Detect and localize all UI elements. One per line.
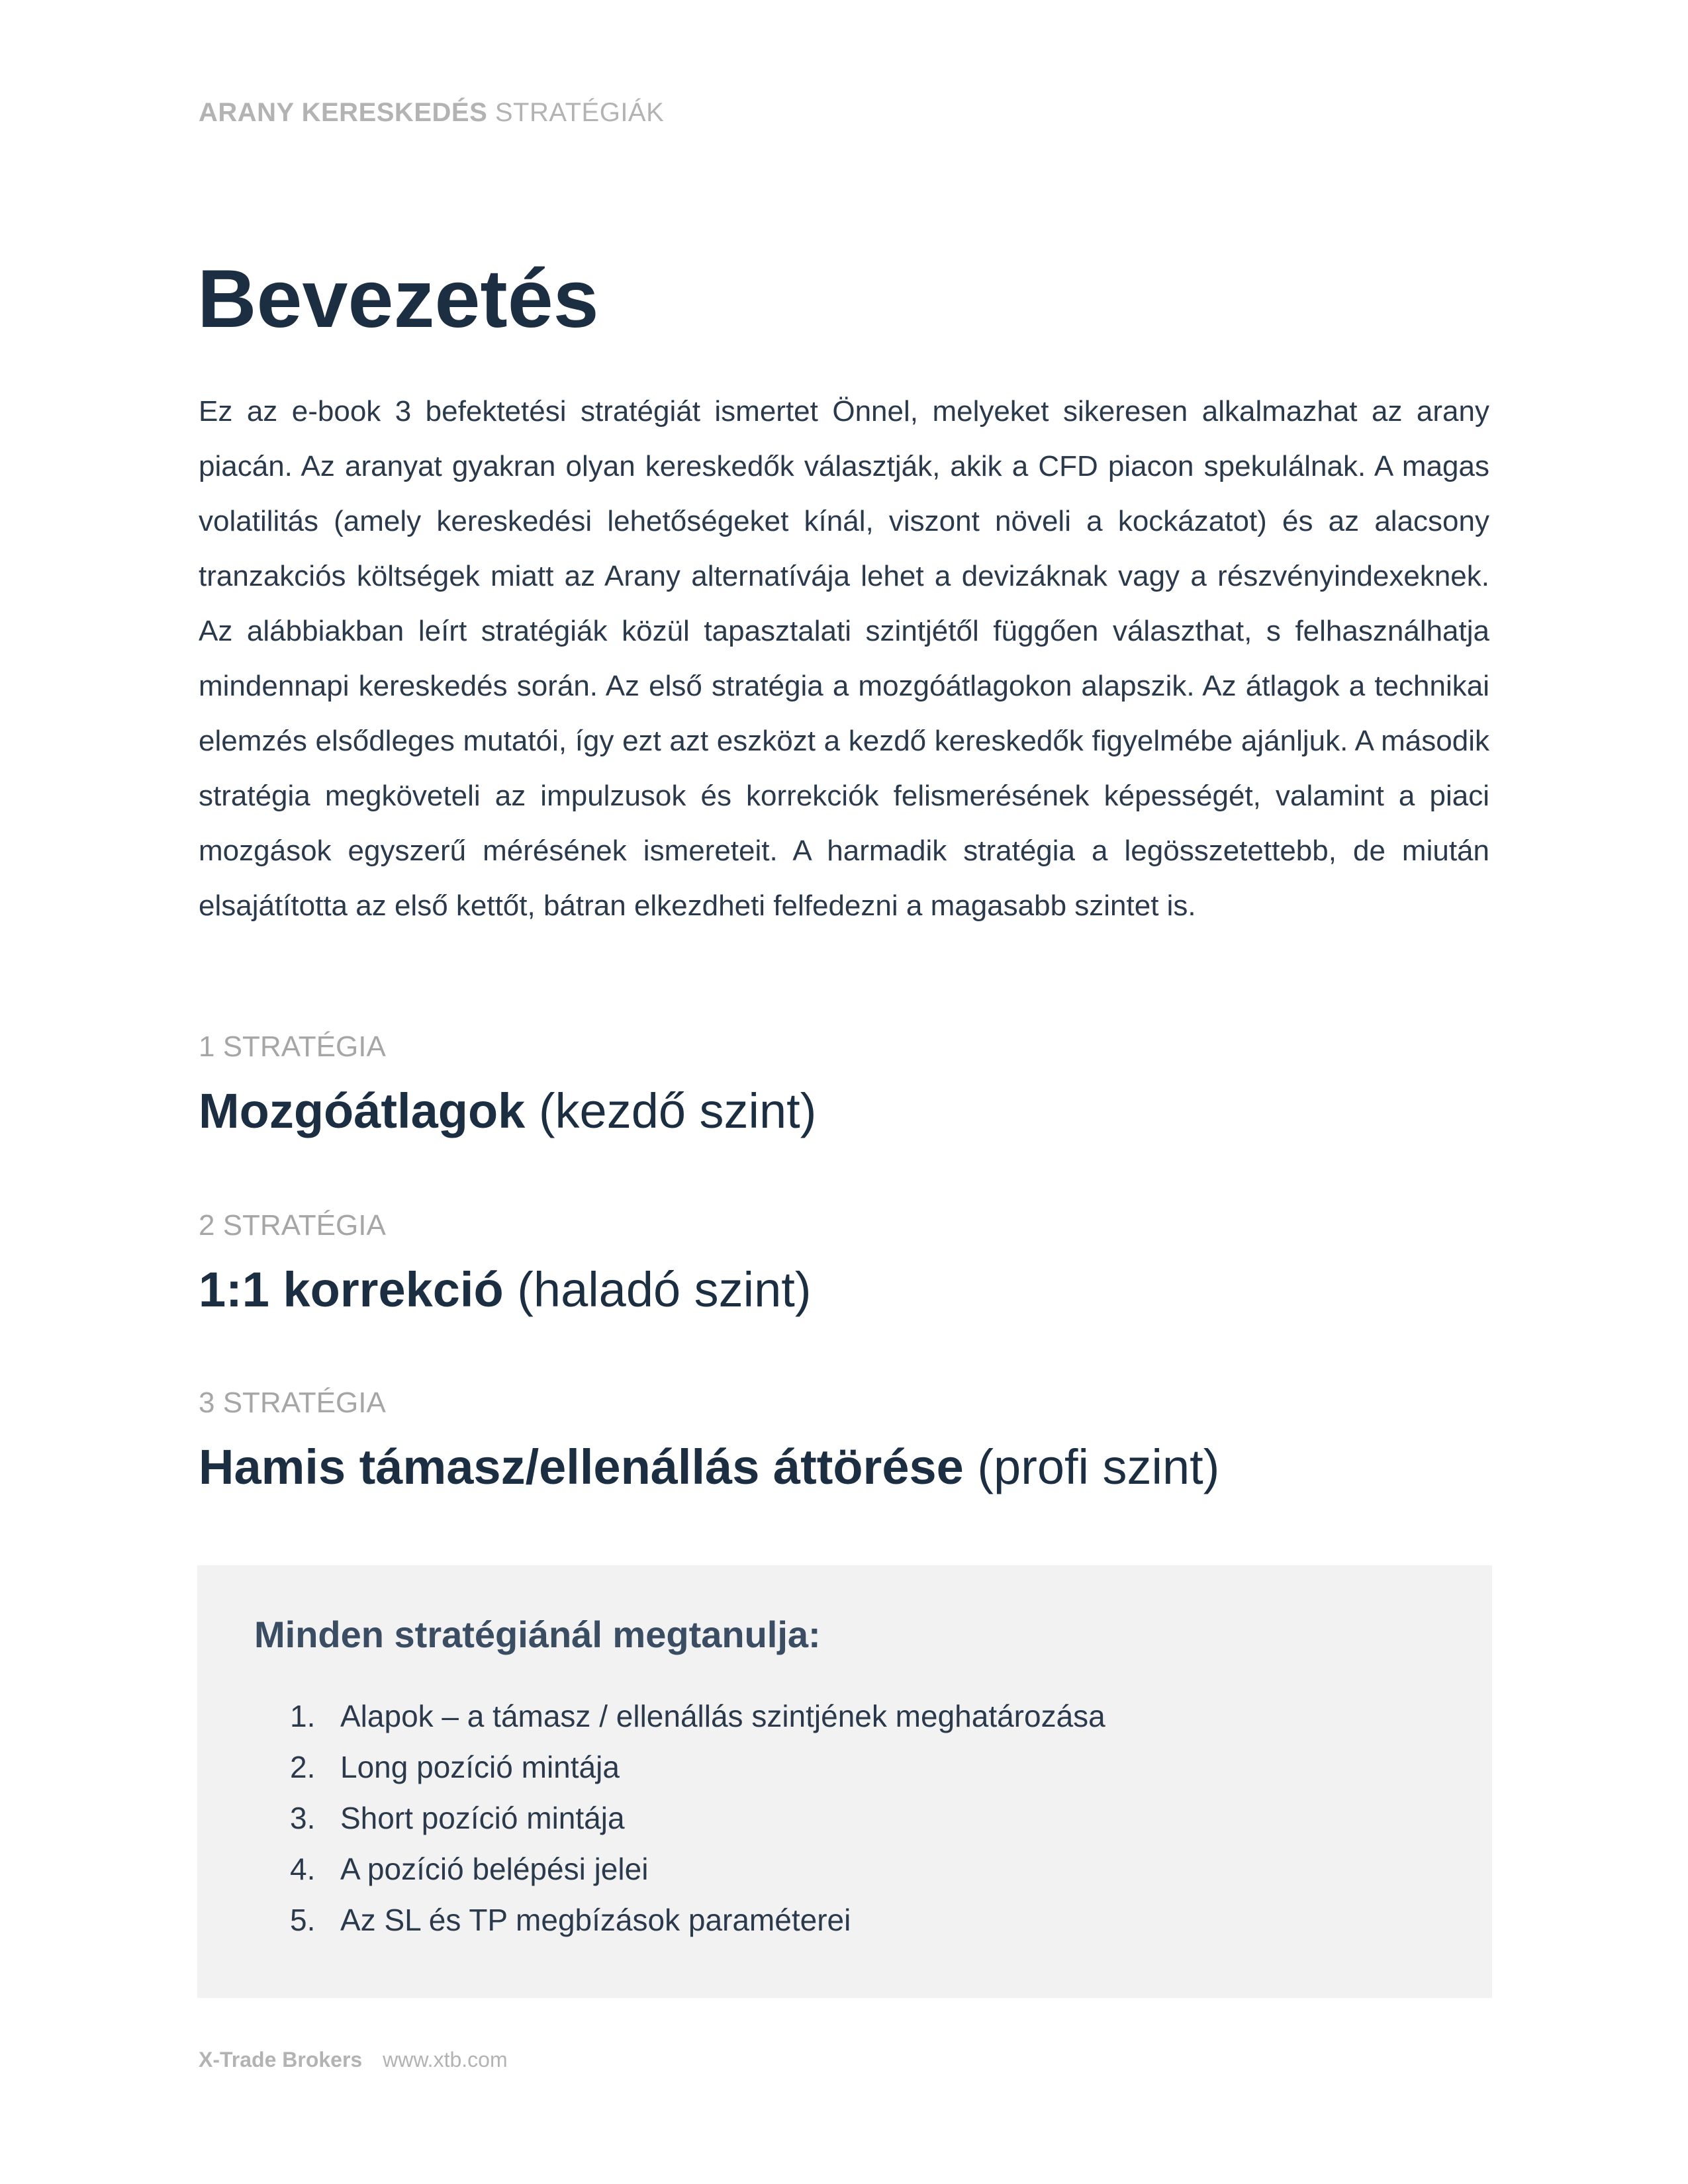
- list-item: [290, 1742, 1105, 1793]
- header-bold: ARANY KERESKEDÉS: [199, 98, 488, 127]
- strategy-level: (haladó szint): [517, 1262, 812, 1317]
- list-item: [290, 1691, 1105, 1742]
- strategy-name: Hamis támasz/ellenállás áttörése: [199, 1439, 964, 1494]
- strategy-3: [199, 1388, 1219, 1492]
- strategy-heading: [199, 1439, 1220, 1494]
- strategy-level: (profi szint): [977, 1439, 1220, 1494]
- list-item-text: Short pozíció mintája: [340, 1801, 625, 1835]
- list-item-number: 1.: [290, 1699, 316, 1733]
- header-light: STRATÉGIÁK: [494, 98, 665, 127]
- footer-brand: X-Trade Brokers: [199, 2048, 363, 2071]
- strategy-label: 3 STRATÉGIA: [199, 1387, 386, 1419]
- learning-list: [290, 1691, 1105, 1946]
- list-item-number: 5.: [290, 1903, 316, 1937]
- list-item-text: A pozíció belépési jelei: [340, 1852, 649, 1886]
- page-footer: [199, 2048, 508, 2072]
- list-item: [290, 1844, 1105, 1895]
- running-header: [199, 98, 664, 128]
- learning-box: [197, 1565, 1492, 1998]
- list-item-text: Az SL és TP megbízások paraméterei: [340, 1903, 851, 1937]
- strategy-label: 1 STRATÉGIA: [199, 1030, 386, 1063]
- strategy-name: Mozgóátlagok: [199, 1083, 526, 1138]
- list-item-number: 2.: [290, 1750, 316, 1784]
- list-item-text: Alapok – a támasz / ellenállás szintjének meghatározása: [340, 1699, 1105, 1733]
- list-item-number: 3.: [290, 1801, 316, 1835]
- strategy-2: [199, 1209, 812, 1317]
- list-item: [290, 1895, 1105, 1946]
- list-item: [290, 1793, 1105, 1844]
- page-title: Bevezetés: [197, 253, 599, 345]
- footer-url[interactable]: www.xtb.com: [383, 2048, 508, 2071]
- strategy-label: 2 STRATÉGIA: [199, 1209, 386, 1242]
- strategy-level: (kezdő szint): [538, 1083, 817, 1138]
- intro-paragraph: Ez az e-book 3 befektetési stratégiát ismertet Önnel, melyeket sikeresen alkalmazhat az arany piacán. Az aranyat gyakran olyan kereskedők választják, akik a CFD piacon spekulálnak. A magas volatilitás (amely kereskedési lehetőségeket kínál, viszont növeli a kockázatot) és az alacsony tranzakciós költségek miatt az Arany alternatívája lehet a devizáknak vagy a részvényindexeknek. Az alábbiakban leírt stratégiák közül tapasztalati szintjétől függően választhat, s felhasználhatja mindennapi kereskedés során. Az első stratégia a mozgóátlagokon alapszik. Az átlagok a technikai elemzés elsődleges mutatói, így ezt azt eszközt a kezdő kereskedők figyelmébe ajánljuk. A második stratégia megköveteli az impulzusok és korrekciók felismerésének képességét, valamint a piaci mozgások egyszerű mérésének ismereteit. A harmadik stratégia a legösszetettebb, de miután elsajátította az első kettőt, bátran elkezdheti felfedezni a magasabb szintet is.: [199, 395, 1489, 922]
- learning-box-title: Minden stratégiánál megtanulja:: [254, 1614, 821, 1655]
- list-item-number: 4.: [290, 1852, 316, 1886]
- strategy-name: 1:1 korrekció: [199, 1262, 504, 1317]
- list-item-text: Long pozíció mintája: [340, 1750, 620, 1784]
- strategy-heading: [199, 1083, 817, 1138]
- strategy-heading: [199, 1262, 812, 1317]
- strategy-1: [199, 1032, 816, 1136]
